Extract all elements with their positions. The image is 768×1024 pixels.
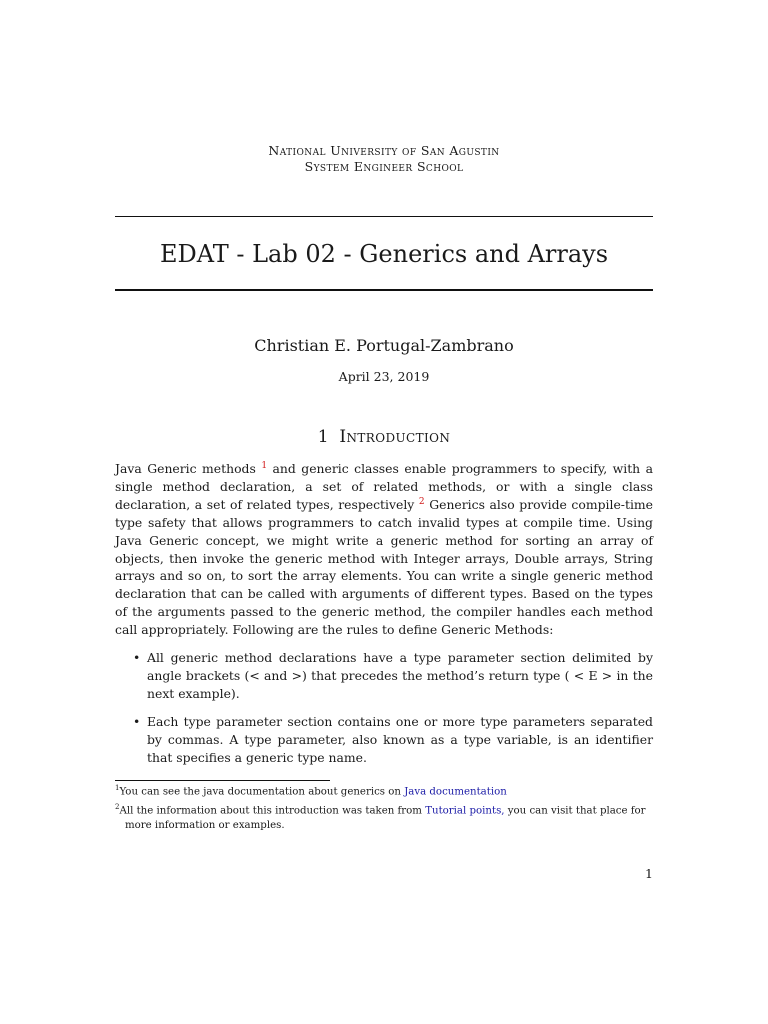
section-number: 1	[317, 427, 329, 447]
footnote-ref-1[interactable]: 1	[261, 460, 268, 471]
author: Christian E. Portugal-Zambrano	[254, 336, 514, 355]
list-item: • All generic method declarations have a type parameter section delimited by angle brackets (< and >) that precedes the method’s return type ( < E > in the next example).	[133, 650, 653, 701]
section-body	[115, 460, 653, 777]
section-title: Introduction	[339, 427, 451, 447]
document-title: EDAT - Lab 02 - Generics and Arrays	[159, 240, 609, 268]
school-name: System Engineer School	[304, 159, 464, 174]
title-top-rule	[115, 216, 653, 217]
bullet-icon: •	[133, 713, 141, 729]
footnote-ref-2[interactable]: 2	[418, 496, 425, 507]
java-documentation-link[interactable]: Java documentation	[404, 786, 507, 798]
section-heading	[0, 427, 768, 447]
rules-list	[115, 649, 653, 766]
title-bottom-rule	[115, 289, 653, 291]
footnote-2: $^2$All the information about this introduction was taken from Tutorial points, you can visit that place for more information or examples.	[115, 802, 646, 831]
bullet-icon: •	[133, 650, 141, 666]
tutorial-points-link[interactable]: Tutorial points,	[425, 805, 505, 817]
list-item: • Each type parameter section contains one or more type parameters separated by commas. A type parameter, also known as a type variable, is an identifier that specifies a generic type name.	[133, 713, 653, 765]
page-number: 1	[645, 866, 653, 881]
institution-name: National University of San Agustin	[268, 143, 500, 158]
footnote-1: $^1$You can see the java documentation about generics on Java documentation	[115, 784, 507, 798]
date: April 23, 2019	[338, 369, 430, 384]
footnotes	[115, 781, 653, 833]
intro-paragraph: Java Generic methods $^1$ and generic classes enable programmers to specify, with a single method declaration, a set of related methods, or with a single class declaration, a set of related types, respectively $^2$ Generics also provide compile-time type safety that allows programmers to catch invalid types at compile time. Using Java Generic concept, we might write a generic method for sorting an array of objects, then invoke the generic method with Integer arrays, Double arrays, String arrays and so on, to sort the array elements. You can write a single generic method declaration that can be called with arguments of different types. Based on the types of the arguments passed to the generic method, the compiler handles each method call appropriately. Following are the rules to define Generic Methods:	[115, 460, 654, 638]
